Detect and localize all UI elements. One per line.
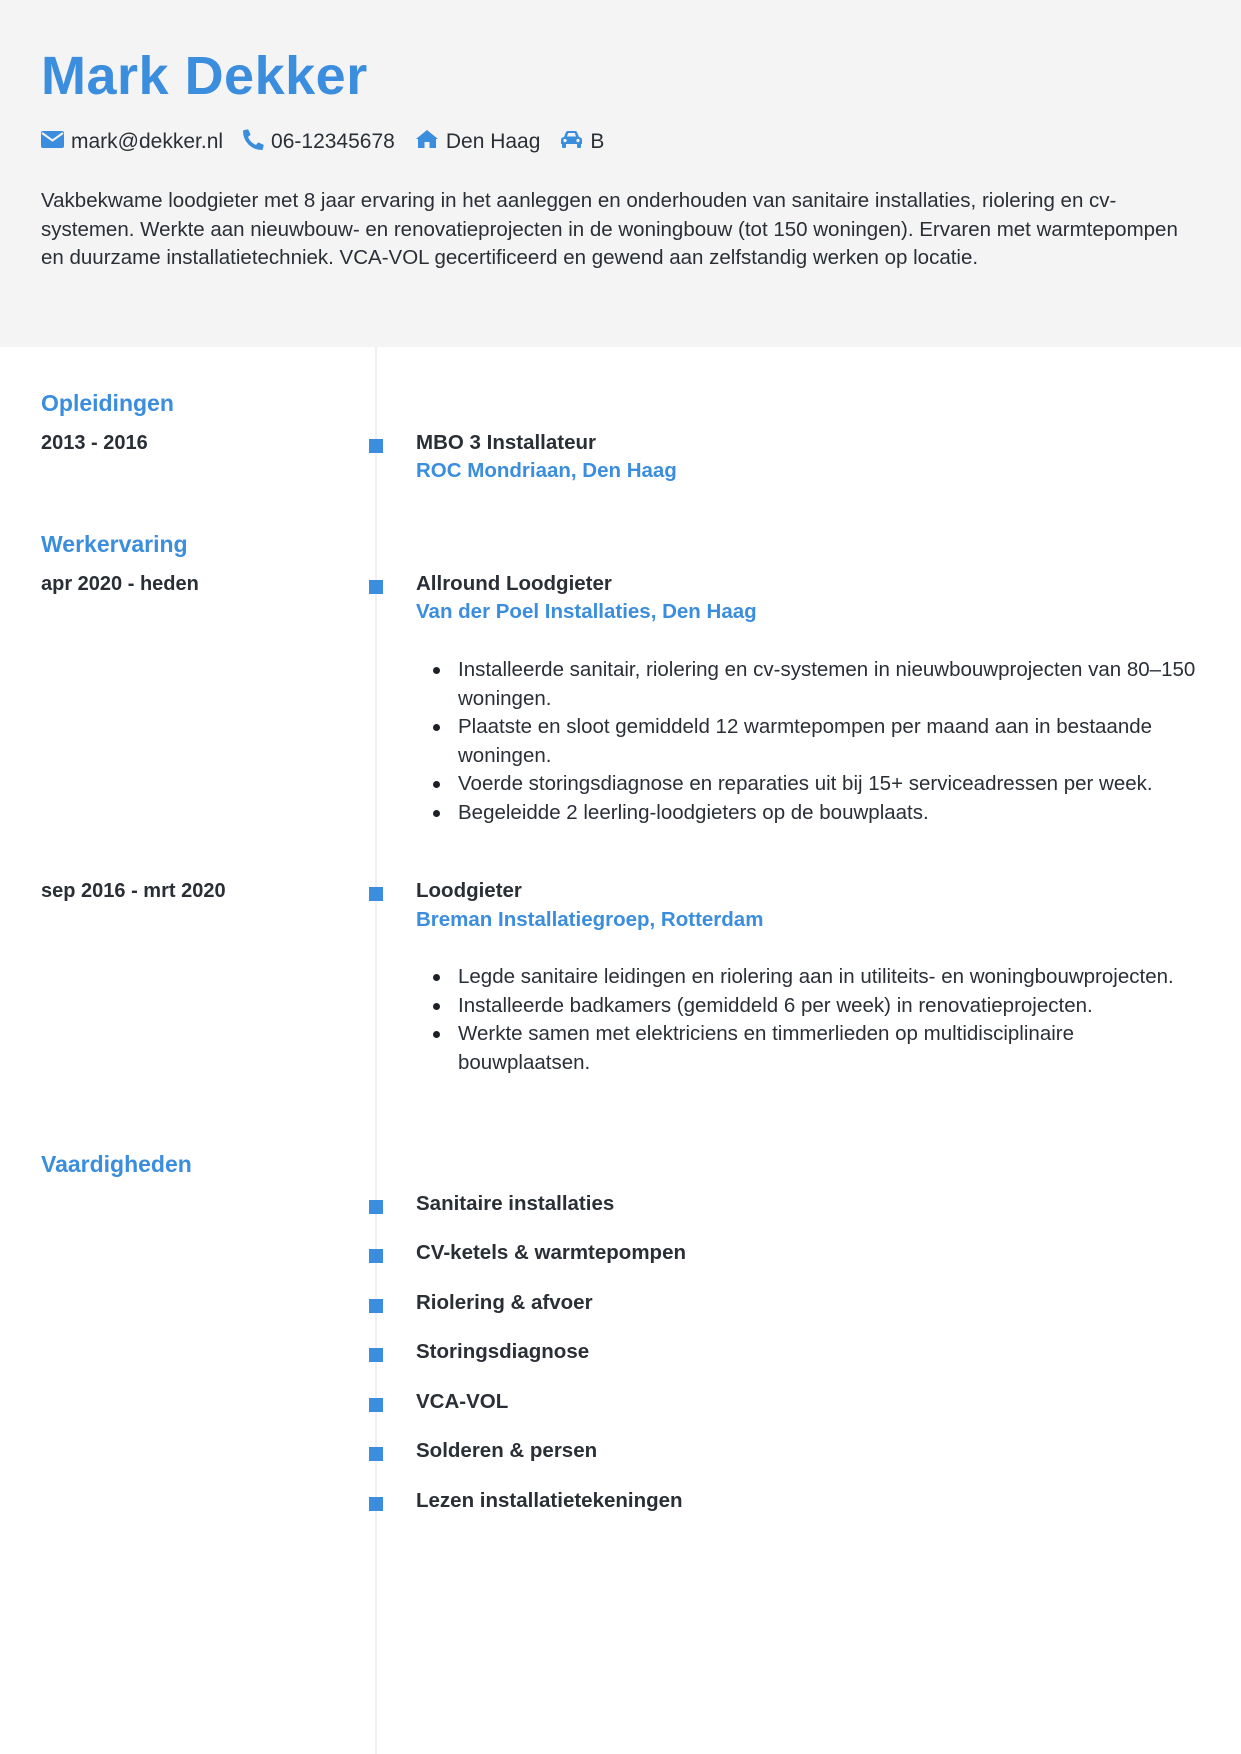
contact-phone[interactable] bbox=[243, 129, 395, 156]
section-title-education: Opleidingen bbox=[41, 390, 174, 416]
license-text: B bbox=[590, 130, 605, 153]
education-institution: ROC Mondriaan, Den Haag bbox=[416, 459, 677, 482]
header bbox=[0, 0, 1241, 347]
city-text: Den Haag bbox=[445, 130, 541, 153]
experience-title: Allround Loodgieter bbox=[416, 572, 612, 595]
experience-bullets bbox=[416, 656, 1206, 827]
skill-item: CV-ketels & warmtepompen bbox=[416, 1241, 686, 1264]
candidate-name: Mark Dekker bbox=[41, 46, 368, 106]
timeline-line bbox=[375, 347, 377, 1754]
timeline-marker bbox=[369, 1348, 383, 1362]
home-icon bbox=[415, 129, 446, 155]
phone-icon bbox=[243, 129, 271, 156]
skill-item: Lezen installatietekeningen bbox=[416, 1489, 683, 1512]
list-item: Plaatste en sloot gemiddeld 12 warmtepompen per maand aan in bestaande woningen. bbox=[416, 713, 1206, 770]
timeline-marker bbox=[369, 1447, 383, 1461]
phone-text: 06-12345678 bbox=[271, 130, 395, 153]
list-item: Voerde storingsdiagnose en reparaties uit bij 15+ serviceadressen per week. bbox=[416, 770, 1206, 799]
timeline-marker bbox=[369, 1497, 383, 1511]
timeline-marker bbox=[369, 1200, 383, 1214]
experience-company: Van der Poel Installaties, Den Haag bbox=[416, 600, 757, 623]
timeline-marker bbox=[369, 580, 383, 594]
timeline-marker bbox=[369, 1299, 383, 1313]
timeline-marker bbox=[369, 887, 383, 901]
section-title-skills: Vaardigheden bbox=[41, 1151, 192, 1177]
experience-title: Loodgieter bbox=[416, 879, 522, 902]
timeline-marker bbox=[369, 439, 383, 453]
skill-item: Riolering & afvoer bbox=[416, 1291, 593, 1314]
experience-company: Breman Installatiegroep, Rotterdam bbox=[416, 908, 764, 931]
skill-item: Storingsdiagnose bbox=[416, 1340, 590, 1363]
list-item: Installeerde sanitair, riolering en cv-systemen in nieuwbouwprojecten van 80–150 woningen. bbox=[416, 656, 1206, 713]
profile-summary: Vakbekwame loodgieter met 8 jaar ervaring in het aanleggen en onderhouden van sanitaire installaties, riolering en cv-systemen. Werkte aan nieuwbouw- en renovatieprojecten in de woningbouw (tot 150 woningen). Ervaren met warmtepompen en duurzame installatietechniek. VCA-VOL gecertificeerd en gewend aan zelfstandig werken op locatie. bbox=[41, 189, 1178, 269]
experience-date: sep 2016 - mrt 2020 bbox=[41, 880, 226, 902]
envelope-icon bbox=[41, 130, 71, 154]
experience-date: apr 2020 - heden bbox=[41, 573, 199, 595]
contact-row bbox=[41, 127, 624, 157]
email-text: mark@dekker.nl bbox=[71, 130, 224, 153]
timeline-marker bbox=[369, 1249, 383, 1263]
education-date: 2013 - 2016 bbox=[41, 432, 148, 454]
education-title: MBO 3 Installateur bbox=[416, 431, 596, 454]
list-item: Installeerde badkamers (gemiddeld 6 per week) in renovatieprojecten. bbox=[416, 992, 1206, 1021]
list-item: Werkte samen met elektriciens en timmerlieden op multidisciplinaire bouwplaatsen. bbox=[416, 1020, 1206, 1077]
section-title-experience: Werkervaring bbox=[41, 531, 188, 557]
skill-item: Solderen & persen bbox=[416, 1439, 598, 1462]
skill-item: VCA-VOL bbox=[416, 1390, 509, 1413]
skill-item: Sanitaire installaties bbox=[416, 1192, 615, 1215]
car-icon bbox=[560, 130, 590, 154]
contact-city bbox=[415, 129, 541, 155]
list-item: Begeleidde 2 leerling-loodgieters op de bouwplaats. bbox=[416, 799, 1206, 828]
list-item: Legde sanitaire leidingen en riolering aan in utiliteits- en woningbouwprojecten. bbox=[416, 963, 1206, 992]
contact-license bbox=[560, 130, 604, 154]
experience-bullets bbox=[416, 963, 1206, 1077]
contact-email[interactable] bbox=[41, 130, 223, 154]
timeline-marker bbox=[369, 1398, 383, 1412]
